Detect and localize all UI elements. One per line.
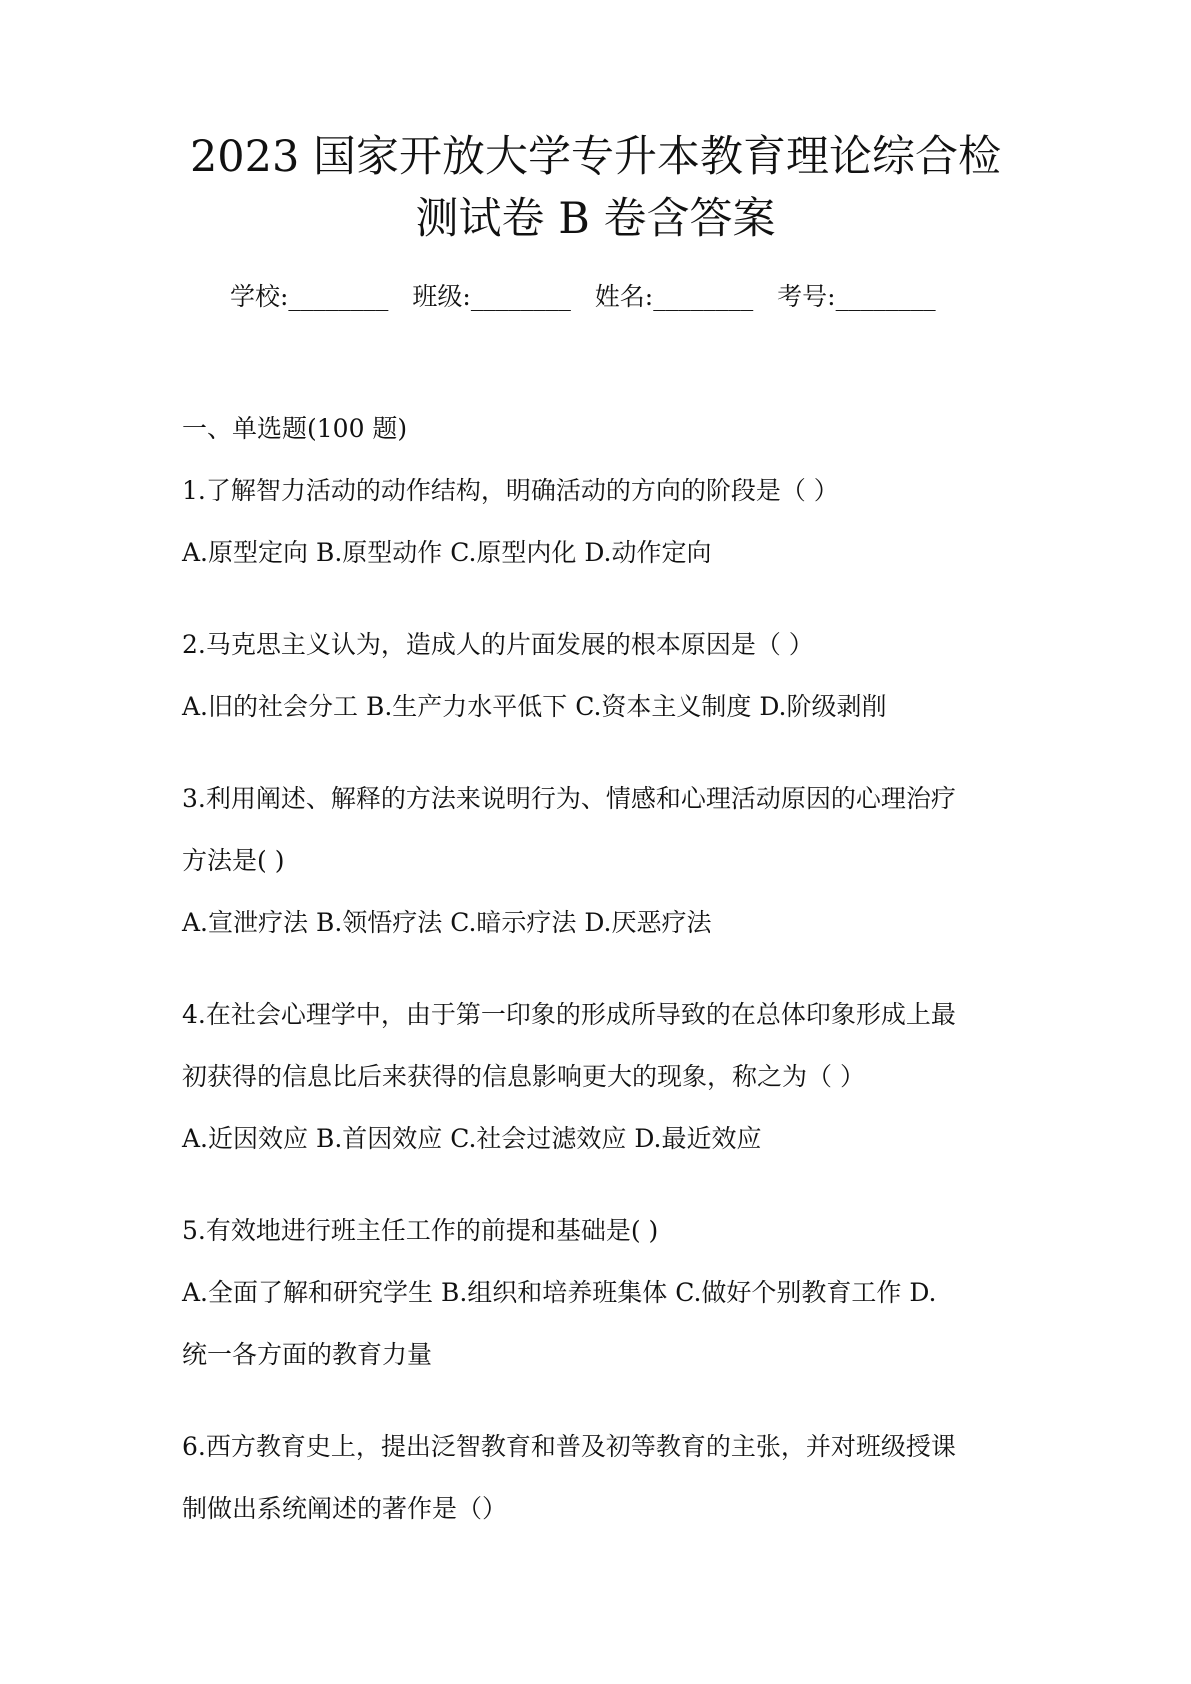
name-field: 姓名:________ — [594, 282, 754, 311]
question-text: 5.有效地进行班主任工作的前提和基础是( ) — [182, 1216, 659, 1245]
question-text: 4.在社会心理学中，由于第一印象的形成所导致的在总体印象形成上最 — [182, 1000, 956, 1029]
question-list — [182, 398, 1022, 1570]
school-field: 学校:________ — [230, 282, 389, 311]
question-options: A.近因效应 B.首因效应 C.社会过滤效应 D.最近效应 — [182, 1124, 762, 1153]
student-info-row — [230, 280, 990, 314]
question-text: 初获得的信息比后来获得的信息影响更大的现象，称之为（ ） — [182, 1062, 865, 1091]
question-item — [182, 768, 1022, 954]
question-options: A.全面了解和研究学生 B.组织和培养班集体 C.做好个别教育工作 D. — [182, 1278, 937, 1307]
question-text: 1.了解智力活动的动作结构，明确活动的方向的阶段是（ ） — [182, 476, 839, 505]
question-text: 6.西方教育史上，提出泛智教育和普及初等教育的主张，并对班级授课 — [182, 1432, 956, 1461]
title-line-1: 2023 国家开放大学专升本教育理论综合检 — [189, 132, 1002, 182]
question-text: 方法是( ) — [182, 846, 285, 875]
question-options: 统一各方面的教育力量 — [182, 1340, 433, 1369]
exam-number-field: 考号:________ — [777, 282, 936, 311]
question-text: 制做出系统阐述的著作是（） — [182, 1494, 508, 1523]
class-field: 班级:________ — [412, 282, 571, 311]
question-item — [182, 614, 1022, 738]
question-item — [182, 460, 1022, 584]
question-item — [182, 984, 1022, 1170]
question-options: A.宣泄疗法 B.领悟疗法 C.暗示疗法 D.厌恶疗法 — [182, 908, 712, 937]
question-options: A.旧的社会分工 B.生产力水平低下 C.资本主义制度 D.阶级剥削 — [182, 692, 887, 721]
question-options: A.原型定向 B.原型动作 C.原型内化 D.动作定向 — [182, 538, 712, 567]
title-line-2: 测试卷 B 卷含答案 — [415, 194, 776, 244]
question-text: 2.马克思主义认为，造成人的片面发展的根本原因是（ ） — [182, 630, 814, 659]
section-heading: 一、单选题(100 题) — [182, 414, 408, 443]
question-item — [182, 1416, 1022, 1540]
question-text: 3.利用阐述、解释的方法来说明行为、情感和心理活动原因的心理治疗 — [182, 784, 956, 813]
question-item — [182, 1200, 1022, 1386]
document-title — [150, 126, 1041, 250]
